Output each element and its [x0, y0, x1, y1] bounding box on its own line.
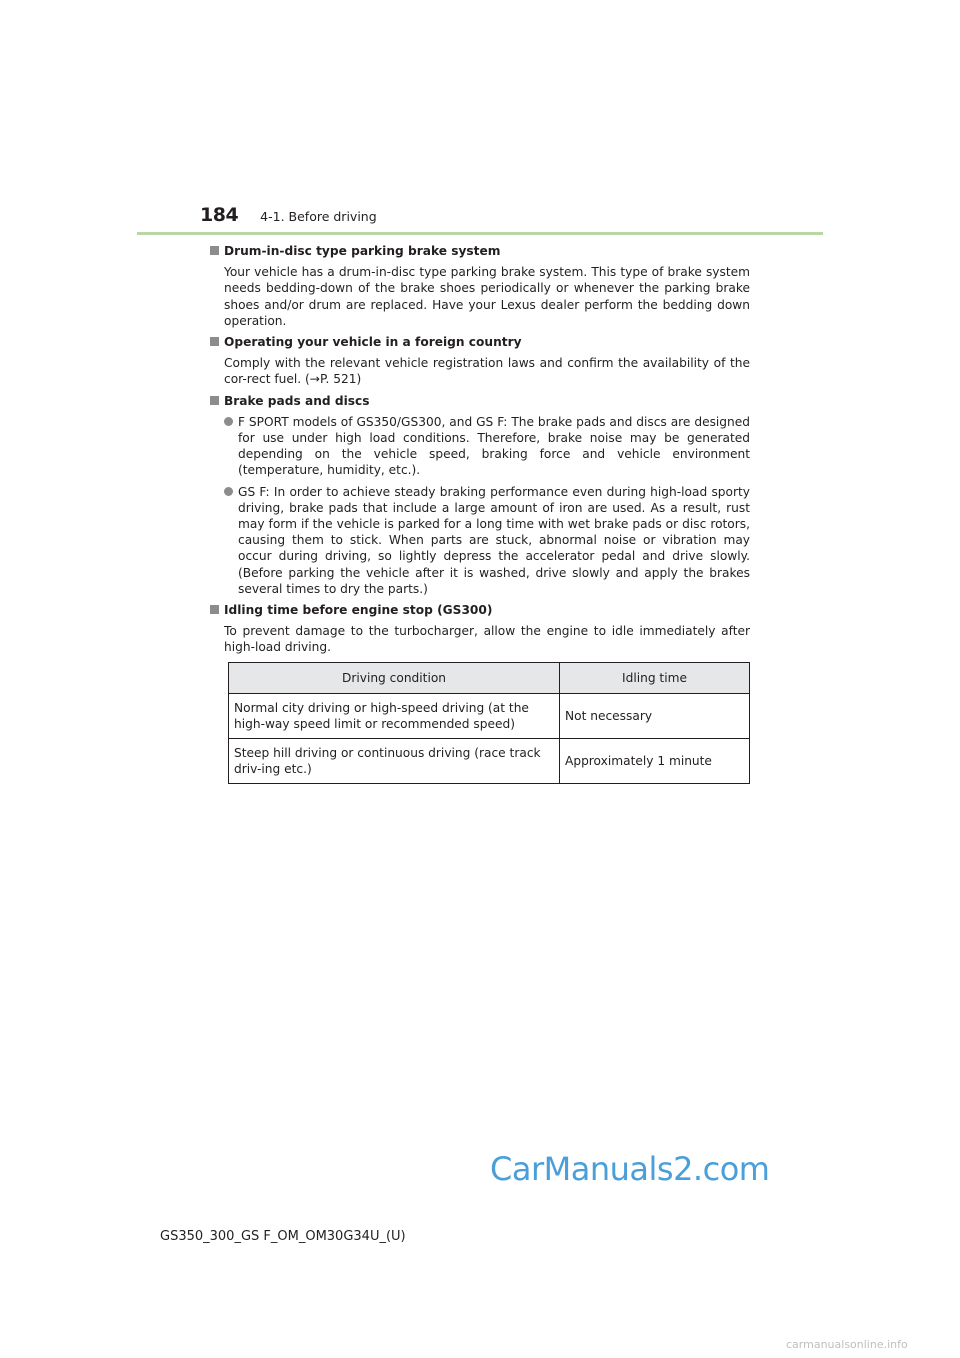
square-bullet-icon [210, 246, 219, 255]
square-bullet-icon [210, 396, 219, 405]
square-bullet-icon [210, 337, 219, 346]
heading-text: Brake pads and discs [224, 393, 370, 408]
section-heading [210, 243, 750, 259]
list-item-text: GS F: In order to achieve steady braking performance even during high-load sporty driving, brake pads that include a large amount of iron are used. As a result, rust may form if the vehicle is parked for a long time with wet brake pads or disc rotors, causing them to stick. When parts are stuck, abnormal noise or vibration may occur during driving, so lightly depress the accelerator pedal and drive slowly. (Before parking the vehicle after it is washed, drive slowly and apply the brakes several times to dry the parts.) [238, 484, 750, 596]
watermark-logo: CarManuals2.com [490, 1150, 770, 1188]
table-row [229, 694, 750, 739]
section-body: To prevent damage to the turbocharger, allow the engine to idle immediately after high-load driving. [224, 624, 750, 655]
section-title: 4-1. Before driving [260, 209, 377, 224]
corner-watermark: carmanualsonline.info [786, 1338, 908, 1351]
section-body: Your vehicle has a drum-in-disc type parking brake system. This type of brake system needs bedding-down of the brake shoes periodically or whenever the parking brake shoes and/or drum are replaced. Have your Lexus dealer perform the bedding down operation. [224, 265, 750, 328]
page-number: 184 [200, 204, 239, 226]
header-rule [137, 232, 823, 235]
heading-text: Operating your vehicle in a foreign country [224, 335, 522, 350]
document-code: GS350_300_GS F_OM_OM30G34U_(U) [160, 1229, 406, 1244]
table-row [229, 739, 750, 784]
table-cell: Steep hill driving or continuous driving (race track driv-ing etc.) [229, 739, 560, 784]
idling-time-table [228, 662, 750, 784]
column-header: Idling time [560, 663, 750, 694]
column-header: Driving condition [229, 663, 560, 694]
section-heading [210, 602, 750, 618]
table-cell: Normal city driving or high-speed driving (at the high-way speed limit or recommended speed) [229, 694, 560, 739]
table-header-row [229, 663, 750, 694]
section-heading [210, 393, 750, 409]
table-cell: Not necessary [560, 694, 750, 739]
heading-text: Drum-in-disc type parking brake system [224, 244, 501, 258]
circle-bullet-icon [224, 417, 233, 426]
heading-text: Idling time before engine stop (GS300) [224, 603, 493, 618]
section-body: Comply with the relevant vehicle registration laws and confirm the availability of the cor-rect fuel. (→P. 521) [224, 356, 750, 387]
table-cell: Approximately 1 minute [560, 739, 750, 784]
square-bullet-icon [210, 605, 219, 614]
main-content [210, 243, 750, 661]
circle-bullet-icon [224, 487, 233, 496]
page-header [200, 204, 377, 226]
list-item-text: F SPORT models of GS350/GS300, and GS F: The brake pads and discs are designed for use under high load conditions. Therefore, brake noise may be generated depending on the vehicle speed, braking force and vehicle environment (temperature, humidity, etc.). [238, 414, 750, 478]
section-heading [210, 334, 750, 350]
list-item [224, 414, 750, 479]
list-item [224, 484, 750, 597]
bullet-list [224, 414, 750, 597]
